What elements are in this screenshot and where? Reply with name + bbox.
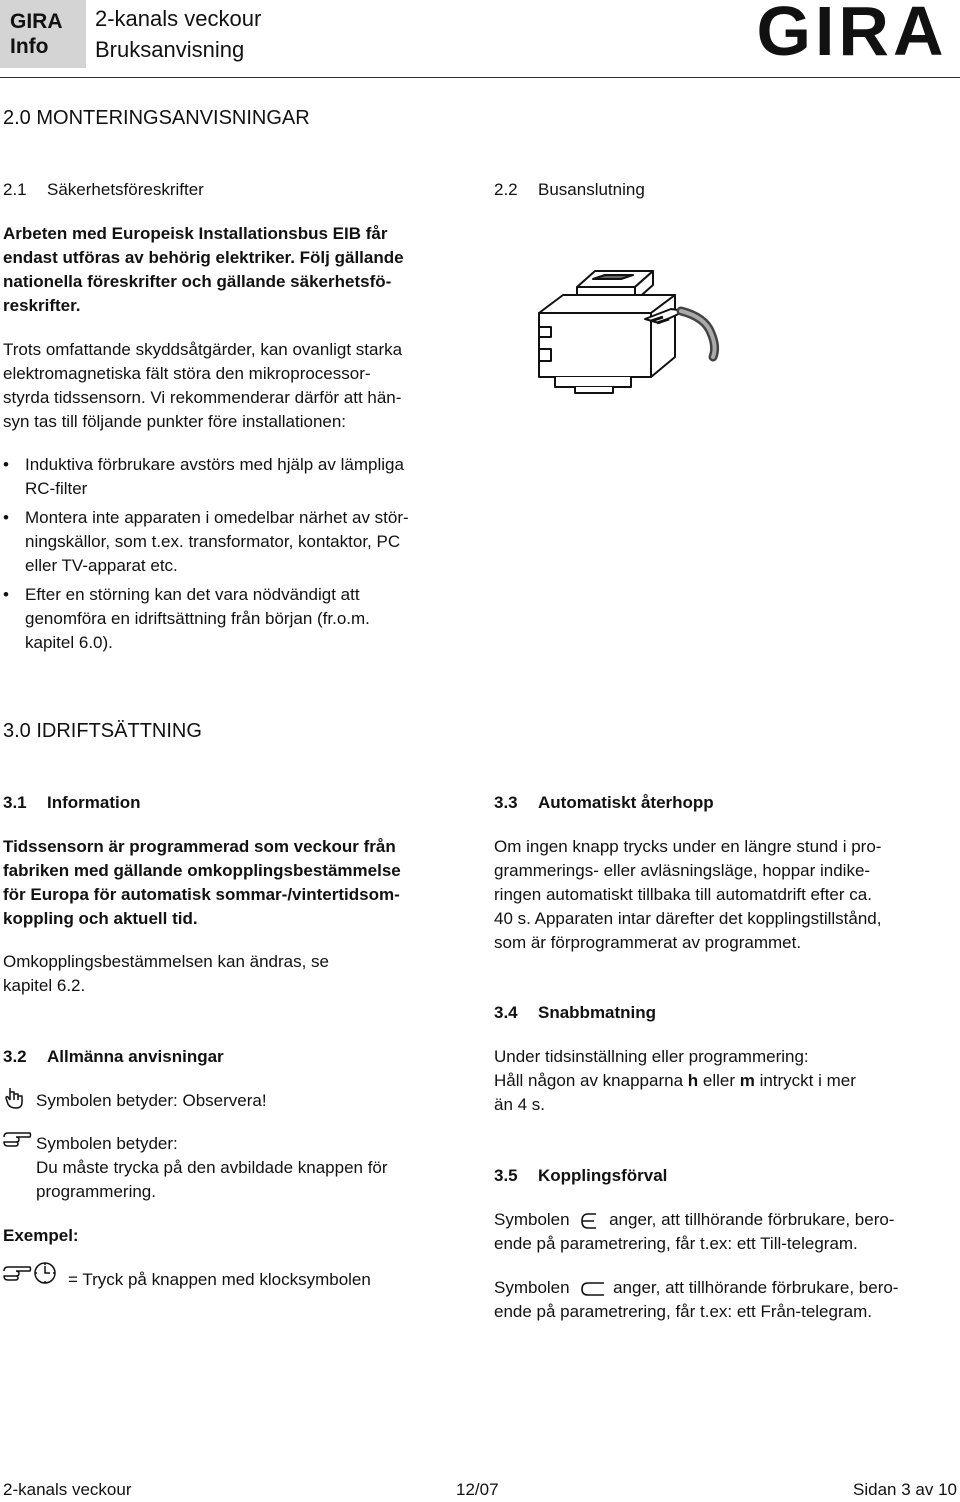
heading-text: Busanslutning <box>538 180 645 199</box>
bus-device-illustration <box>535 265 730 395</box>
text-line: Omkopplingsbestämmelsen kan ändras, se <box>3 952 329 971</box>
heading-text: Allmänna anvisningar <box>47 1047 224 1066</box>
text-line: grammerings- eller avläsningsläge, hoppar indike- <box>494 861 871 880</box>
text-line <box>494 1276 898 1300</box>
heading-number: 3.5 <box>494 1166 518 1185</box>
text-line: kapitel 6.0). <box>25 633 113 652</box>
text-line: Trots omfattande skyddsåtgärder, kan ovanligt starka <box>3 340 403 359</box>
switching-rule-paragraph <box>3 950 329 998</box>
hand-pointing-icon <box>2 1130 32 1148</box>
text-line: Arbeten med Europeisk Installationsbus EIB får <box>3 224 388 243</box>
list-item <box>1 453 471 501</box>
section-2-heading: 2.0 MONTERINGSANVISNINGAR <box>3 107 310 129</box>
heading-number: 2.2 <box>494 180 518 199</box>
text-line: koppling och aktuell tid. <box>3 909 198 928</box>
observe-hand-icon <box>4 1086 28 1110</box>
text-line: Du måste trycka på den avbildade knappen för <box>36 1158 388 1177</box>
text-span: anger, att tillhörande förbrukare, bero- <box>609 1210 895 1229</box>
heading-3-5 <box>494 1164 667 1188</box>
header-divider <box>0 77 960 78</box>
factory-setting-paragraph <box>3 835 401 931</box>
safety-warning-paragraph <box>3 222 404 318</box>
key-m-label: m <box>739 1071 755 1090</box>
heading-number: 2.1 <box>3 180 27 199</box>
text-line: kapitel 6.2. <box>3 976 86 995</box>
text-line: eller TV-apparat etc. <box>25 556 178 575</box>
footer-date: 12/07 <box>456 1480 499 1499</box>
text-line: reskrifter. <box>3 296 81 315</box>
example-label: Exempel: <box>3 1226 79 1245</box>
document-title: 2-kanals veckour <box>95 6 262 31</box>
text-line: än 4 s. <box>494 1095 546 1114</box>
auto-return-paragraph <box>494 835 881 955</box>
gira-info-badge <box>0 0 86 68</box>
text-span: anger, att tillhörande förbrukare, bero- <box>613 1278 899 1297</box>
note-press-button <box>36 1132 388 1204</box>
footer-page-number: Sidan 3 av 10 <box>853 1480 957 1499</box>
list-item <box>1 583 471 655</box>
example-text: = Tryck på knappen med klocksymbolen <box>68 1270 371 1289</box>
text-line: • Efter en störning kan det vara nödvändigt att <box>25 585 360 604</box>
subset-icon <box>574 1279 608 1299</box>
text-line: ringen automatiskt tillbaka till automatdrift efter ca. <box>494 885 872 904</box>
text-line: Om ingen knapp trycks under en längre stund i pro- <box>494 837 882 856</box>
key-h-label: h <box>687 1071 699 1090</box>
text-span: Symbolen <box>494 1210 570 1229</box>
heading-text: Snabbmatning <box>538 1003 657 1022</box>
page-footer <box>0 1478 960 1502</box>
installation-bullet-list <box>1 453 471 660</box>
text-line: • Induktiva förbrukare avstörs med hjälp av lämpliga <box>25 455 404 474</box>
heading-number: 3.4 <box>494 1003 518 1022</box>
heading-2-1 <box>3 178 204 202</box>
heading-number: 3.1 <box>3 793 27 812</box>
heading-3-1 <box>3 791 141 815</box>
gira-logo <box>745 0 960 62</box>
element-of-icon <box>574 1211 604 1231</box>
clock-icon <box>32 1260 58 1286</box>
heading-number: 3.2 <box>3 1047 27 1066</box>
text-line: syn tas till följande punkter före installationen: <box>3 412 347 431</box>
text-line: nationella föreskrifter och gällande säkerhetsfö- <box>3 272 392 291</box>
text-line <box>494 1069 856 1093</box>
text-line: Tidssensorn är programmerad som veckour från <box>3 837 396 856</box>
heading-3-3 <box>494 791 714 815</box>
heading-text: Information <box>47 793 141 812</box>
svg-text:GIRA: GIRA <box>756 0 948 62</box>
heading-text: Kopplingsförval <box>538 1166 668 1185</box>
text-line: ningskällor, som t.ex. transformator, kontaktor, PC <box>25 532 401 551</box>
heading-2-2 <box>494 178 645 202</box>
fast-entry-paragraph <box>494 1045 856 1117</box>
text-line: • Montera inte apparaten i omedelbar närhet av stör- <box>25 508 409 527</box>
text-line <box>494 1208 894 1232</box>
heading-text: Automatiskt återhopp <box>538 793 714 812</box>
text-line: Symbolen betyder: <box>36 1134 178 1153</box>
text-line: styrda tidssensorn. Vi rekommenderar därför att hän- <box>3 388 402 407</box>
text-line: 40 s. Apparaten intar därefter det kopplingstillstånd, <box>494 909 882 928</box>
list-item <box>1 506 471 578</box>
heading-3-2 <box>3 1045 224 1069</box>
text-line: elektromagnetiska fält störa den mikroprocessor- <box>3 364 371 383</box>
footer-title: 2-kanals veckour <box>3 1480 132 1499</box>
heading-text: Säkerhetsföreskrifter <box>47 180 204 199</box>
text-span: intryckt i mer <box>754 1071 856 1090</box>
text-line: fabriken med gällande omkopplingsbestämmelse <box>3 861 401 880</box>
preselection-on-paragraph <box>494 1208 894 1256</box>
heading-3-4 <box>494 1001 656 1025</box>
text-line: endast utföras av behörig elektriker. Följ gällande <box>3 248 404 267</box>
text-line: ende på parametrering, får t.ex: ett Från-telegram. <box>494 1302 872 1321</box>
text-line: genomföra en idriftsättning från början (fr.o.m. <box>25 609 370 628</box>
text-span: Håll någon av knapparna <box>494 1071 688 1090</box>
text-span: eller <box>698 1071 740 1090</box>
text-span: Symbolen <box>494 1278 570 1297</box>
hand-pointing-icon <box>2 1264 32 1282</box>
text-line: som är förprogrammerat av programmet. <box>494 933 802 952</box>
document-subtitle: Bruksanvisning <box>95 37 245 62</box>
text-line: för Europa för automatisk sommar-/vintertidsom- <box>3 885 400 904</box>
preselection-off-paragraph <box>494 1276 898 1324</box>
text-line: Under tidsinställning eller programmering: <box>494 1047 809 1066</box>
heading-number: 3.3 <box>494 793 518 812</box>
text-line: RC-filter <box>25 479 88 498</box>
badge-line-2: Info <box>10 35 49 58</box>
text-line: programmering. <box>36 1182 156 1201</box>
text-line: ende på parametrering, får t.ex: ett Till-telegram. <box>494 1234 858 1253</box>
badge-line-1: GIRA <box>10 10 63 33</box>
section-3-heading: 3.0 IDRIFTSÄTTNING <box>3 720 202 742</box>
note-observe: Symbolen betyder: Observera! <box>36 1091 267 1110</box>
emc-paragraph <box>3 338 402 434</box>
